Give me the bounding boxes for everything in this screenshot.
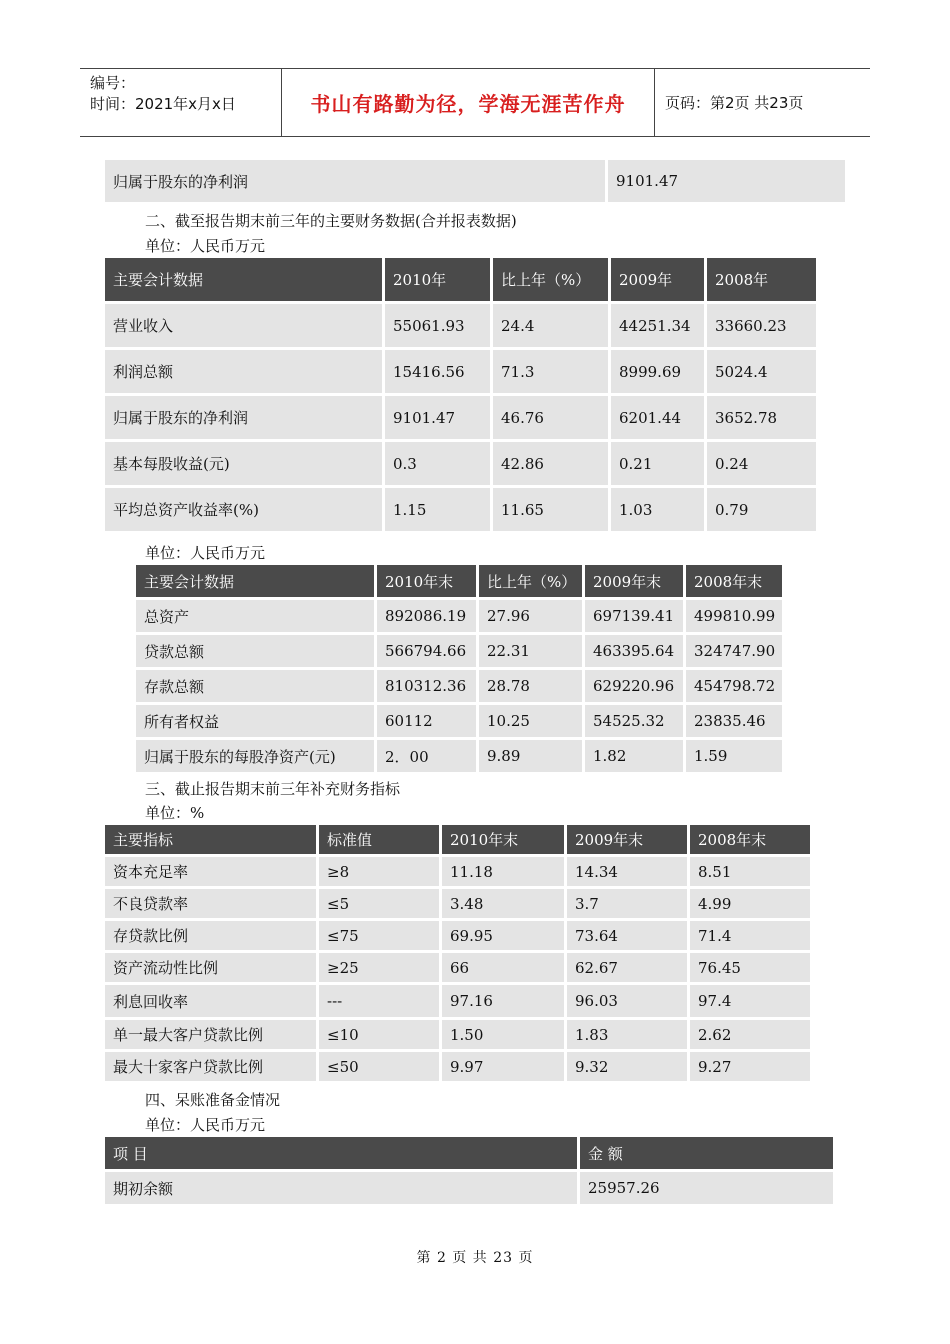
table-row	[105, 304, 816, 347]
table-header-cell: 主要指标	[105, 825, 316, 854]
table-cell: 存款总额	[136, 670, 374, 702]
table-cell: 资本充足率	[105, 857, 316, 886]
page-header	[80, 68, 870, 137]
table-header-cell: 比上年（%）	[493, 258, 608, 301]
balance-sheet-table	[133, 562, 785, 775]
table-cell: 62.67	[567, 953, 687, 982]
section-3-title: 三、截止报告期末前三年补充财务指标	[145, 780, 401, 798]
table-row	[136, 705, 782, 737]
section-3-unit: 单位：%	[145, 804, 205, 822]
table-cell: 基本每股收益(元)	[105, 442, 382, 485]
table-cell: 4.99	[690, 889, 810, 918]
table-cell: 9.97	[442, 1052, 564, 1081]
table-cell: 629220.96	[585, 670, 683, 702]
table-cell: 96.03	[567, 985, 687, 1017]
table-header-cell: 2010年末	[442, 825, 564, 854]
table-header-row	[105, 1137, 833, 1169]
time-label: 时间：2021年x月x日	[90, 95, 236, 113]
table-cell: 66	[442, 953, 564, 982]
table-cell: 3.7	[567, 889, 687, 918]
table-header-cell: 2008年末	[690, 825, 810, 854]
table-cell: 所有者权益	[136, 705, 374, 737]
table-header-row	[105, 258, 816, 301]
table-row	[105, 889, 810, 918]
header-motto-cell	[282, 69, 655, 136]
table-cell: 810312.36	[377, 670, 476, 702]
table-cell: 97.16	[442, 985, 564, 1017]
table-cell: 42.86	[493, 442, 608, 485]
table-cell: 平均总资产收益率(%)	[105, 488, 382, 531]
header-meta	[80, 69, 282, 136]
table-header-cell: 金 额	[580, 1137, 833, 1169]
table-header-cell: 主要会计数据	[105, 258, 382, 301]
table-row	[136, 635, 782, 667]
table-cell: 存贷款比例	[105, 921, 316, 950]
table-cell: 6201.44	[611, 396, 704, 439]
table-cell: 1.03	[611, 488, 704, 531]
table-cell: 9.32	[567, 1052, 687, 1081]
table-row	[105, 985, 810, 1017]
table-cell: 73.64	[567, 921, 687, 950]
supplementary-indicators-table	[102, 822, 813, 1084]
table-cell: 15416.56	[385, 350, 490, 393]
table-cell: 1.59	[686, 740, 782, 772]
table-header-cell: 2008年	[707, 258, 816, 301]
table-cell: 2.62	[690, 1020, 810, 1049]
table-header-cell: 2008年末	[686, 565, 782, 597]
table-cell: 55061.93	[385, 304, 490, 347]
table-cell: 归属于股东的每股净资产(元)	[136, 740, 374, 772]
section-4-unit: 单位：人民币万元	[145, 1116, 266, 1134]
table-cell: 23835.46	[686, 705, 782, 737]
table-cell: 3652.78	[707, 396, 816, 439]
table-cell: 资产流动性比例	[105, 953, 316, 982]
table-header-cell: 2009年末	[567, 825, 687, 854]
table-row	[136, 670, 782, 702]
table-cell: 利息回收率	[105, 985, 316, 1017]
table-cell: 76.45	[690, 953, 810, 982]
table-header-cell: 2010年末	[377, 565, 476, 597]
table-header-row	[136, 565, 782, 597]
section-2-title: 二、截至报告期末前三年的主要财务数据(合并报表数据)	[145, 212, 517, 230]
table-cell: ≥8	[319, 857, 439, 886]
motto: 书山有路勤为径，学海无涯苦作舟	[310, 92, 626, 116]
table-cell: 454798.72	[686, 670, 782, 702]
table-cell: 892086.19	[377, 600, 476, 632]
table-cell: 324747.90	[686, 635, 782, 667]
table-row	[105, 921, 810, 950]
table-cell: 1.83	[567, 1020, 687, 1049]
table-cell: 24.4	[493, 304, 608, 347]
table-header-cell: 2009年	[611, 258, 704, 301]
table-cell: 1.15	[385, 488, 490, 531]
table-cell: 营业收入	[105, 304, 382, 347]
section-4-title: 四、呆账准备金情况	[145, 1091, 281, 1109]
table-cell: 44251.34	[611, 304, 704, 347]
table-header-cell: 标准值	[319, 825, 439, 854]
table-cell: 54525.32	[585, 705, 683, 737]
table-row	[105, 350, 816, 393]
table-row	[105, 953, 810, 982]
table-cell: 28.78	[479, 670, 582, 702]
table-cell: 8.51	[690, 857, 810, 886]
table-cell: 归属于股东的净利润	[105, 396, 382, 439]
table-cell: 10.25	[479, 705, 582, 737]
table-cell: 利润总额	[105, 350, 382, 393]
table-row	[105, 1020, 810, 1049]
table-header-cell: 比上年（%）	[479, 565, 582, 597]
table-cell: 1.82	[585, 740, 683, 772]
table-cell: 0.24	[707, 442, 816, 485]
table-cell: 不良贷款率	[105, 889, 316, 918]
main-financial-data-table	[102, 255, 819, 534]
table-header-row	[105, 825, 810, 854]
code-label: 编号：	[90, 74, 136, 92]
table-cell: 2．00	[377, 740, 476, 772]
table-cell: 71.3	[493, 350, 608, 393]
table-header-cell: 主要会计数据	[136, 565, 374, 597]
table-cell: ≤75	[319, 921, 439, 950]
table-cell: 0.3	[385, 442, 490, 485]
table-cell: 0.79	[707, 488, 816, 531]
table-cell: ≤5	[319, 889, 439, 918]
table-cell: 97.4	[690, 985, 810, 1017]
table-row	[105, 1052, 810, 1081]
table-cell: 22.31	[479, 635, 582, 667]
table-cell: 9101.47	[385, 396, 490, 439]
table-cell: 5024.4	[707, 350, 816, 393]
header-page-info-cell	[655, 69, 870, 136]
table-row	[136, 740, 782, 772]
table-cell: 11.65	[493, 488, 608, 531]
table-header-cell: 项 目	[105, 1137, 577, 1169]
table-cell: 期初余额	[105, 1172, 577, 1204]
table-header-cell: 2009年末	[585, 565, 683, 597]
section-2-unit: 单位：人民币万元	[145, 237, 266, 255]
table-row	[105, 442, 816, 485]
table-cell: 69.95	[442, 921, 564, 950]
table-cell: 60112	[377, 705, 476, 737]
table-cell: 14.34	[567, 857, 687, 886]
table-cell: 697139.41	[585, 600, 683, 632]
table-row	[105, 488, 816, 531]
table-cell: 单一最大客户贷款比例	[105, 1020, 316, 1049]
table-cell: 9101.47	[608, 160, 845, 202]
table-cell: ≤50	[319, 1052, 439, 1081]
net-profit-table	[102, 157, 848, 205]
table-header-cell: 2010年	[385, 258, 490, 301]
table-cell: 1.50	[442, 1020, 564, 1049]
table-cell: ≥25	[319, 953, 439, 982]
table-cell: 最大十家客户贷款比例	[105, 1052, 316, 1081]
table-cell: 71.4	[690, 921, 810, 950]
table-row	[105, 857, 810, 886]
table-cell: 3.48	[442, 889, 564, 918]
table-cell: 归属于股东的净利润	[105, 160, 605, 202]
table-cell: 566794.66	[377, 635, 476, 667]
table-row	[105, 1172, 833, 1204]
table-cell: ≤10	[319, 1020, 439, 1049]
table-cell: 11.18	[442, 857, 564, 886]
bad-debt-reserve-table	[102, 1134, 836, 1207]
table-row	[105, 396, 816, 439]
table-cell: 33660.23	[707, 304, 816, 347]
table-cell: 9.89	[479, 740, 582, 772]
table-cell: 27.96	[479, 600, 582, 632]
table-cell: ---	[319, 985, 439, 1017]
page-footer: 第 2 页 共 23 页	[416, 1250, 534, 1266]
table-cell: 46.76	[493, 396, 608, 439]
table-cell: 贷款总额	[136, 635, 374, 667]
page-info: 页码：第2页 共23页	[665, 94, 804, 112]
table-cell: 499810.99	[686, 600, 782, 632]
table-cell: 463395.64	[585, 635, 683, 667]
table-cell: 9.27	[690, 1052, 810, 1081]
table-cell: 0.21	[611, 442, 704, 485]
table-row	[136, 600, 782, 632]
table-cell: 总资产	[136, 600, 374, 632]
section-2-unit-2: 单位：人民币万元	[145, 544, 266, 562]
table-cell: 8999.69	[611, 350, 704, 393]
table-cell: 25957.26	[580, 1172, 833, 1204]
table-row	[105, 160, 845, 202]
